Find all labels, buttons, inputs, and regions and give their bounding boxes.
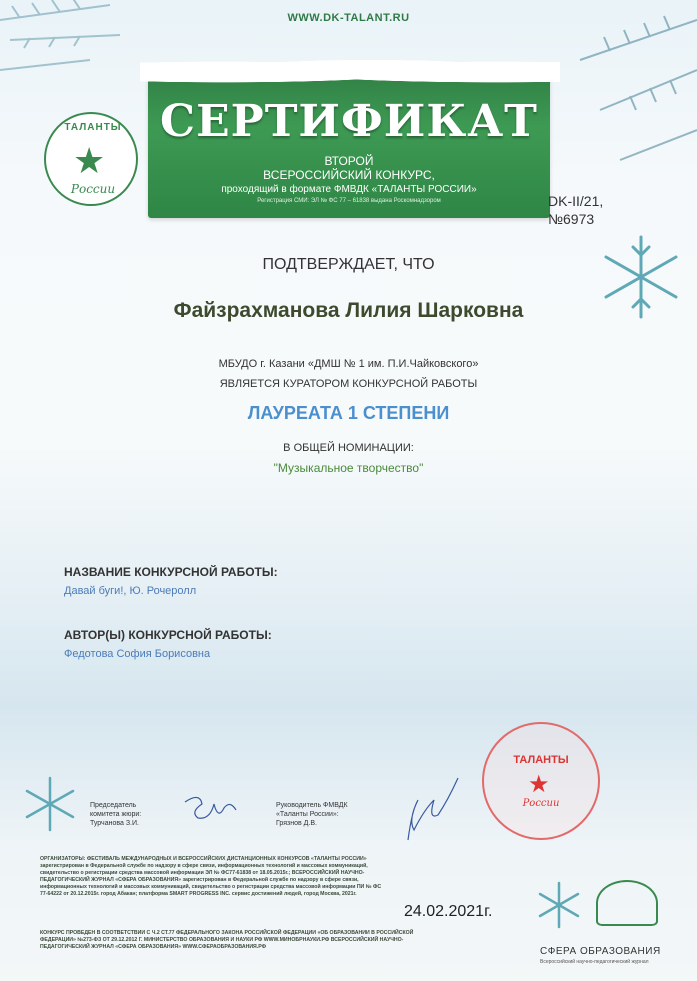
snowflake-icon [20,774,80,834]
certificate-number-line-2: №6973 [548,211,595,227]
head-signature [388,770,468,850]
head-signature-block [276,801,348,828]
stamp-top-text: ТАЛАНТЫ [513,754,569,766]
star-icon: ★ [73,140,106,181]
site-url: WWW.DK-TALANT.RU [287,12,410,24]
banner-registration: Регистрация СМИ: ЭЛ № ФС 77 – 61838 выдана Роскомнадзором [257,198,441,204]
nomination-value: "Музыкальное творчество" [273,461,424,475]
organizers-text: ОРГАНИЗАТОРЫ: ФЕСТИВАЛЬ МЕЖДУНАРОДНЫХ И ВСЕРОССИЙСКИХ ДИСТАНЦИОННЫХ КОНКУРСОВ «ТАЛАНТЫ РОССИИ» зарегистрирован в Федеральной службе по надзору в сфере связи, информационных технологий и массовых коммуникаций, свидетельство о регистрации средства массовой информации ЭЛ № ФС77-61838 от 18.05.2015г.; ВСЕРОССИЙСКИЙ НАУЧНО-ПЕДАГОГИЧЕСКИЙ ЖУРНАЛ «СФЕРА ОБРАЗОВАНИЯ» зарегистрирован в Федеральной службе по надзору в сфере связи, информационных технологий и массовых коммуникаций, свидетельство о регистрации средства массовой информации ПИ № ФС 77-64222 от 20.12.2015г. город Абакан; платформа SMART PROGRESS INC. сервис достижений людей, город Москва, 2021г. [40,856,382,897]
recipient-name: Файзрахманова Лилия Шарковна [173,299,524,322]
jury-chair-line-2: комитета жюри: [90,811,142,818]
certificate-number-line-1: DK-II/21, [548,193,604,209]
jury-chair-signature-block [90,801,141,828]
certificate-title: СЕРТИФИКАТ [160,96,538,147]
head-line-2: «Таланты России»: [276,811,339,818]
confirms-text: ПОДТВЕРЖДАЕТ, ЧТО [262,256,435,273]
logo-top-text: ТАЛАНТЫ [64,122,122,133]
banner-line-1: ВТОРОЙ [324,154,374,168]
talanty-rossii-logo [44,112,138,206]
work-title-label: НАЗВАНИЕ КОНКУРСНОЙ РАБОТЫ: [64,565,278,579]
banner-line-3: проходящий в формате ФМВДК «ТАЛАНТЫ РОССИИ» [221,184,477,195]
banner-snow-decoration [140,54,560,84]
work-author-label: АВТОР(Ы) КОНКУРСНОЙ РАБОТЫ: [64,628,272,642]
jury-chair-name: Турчанова З.И. [90,820,139,827]
work-title-value: Давай буги!, Ю. Рочеролл [64,585,197,597]
jury-chair-line-1: Председатель [90,802,137,809]
award-level: ЛАУРЕАТА 1 СТЕПЕНИ [247,403,450,423]
sfera-name: СФЕРА ОБРАЗОВАНИЯ [540,946,661,957]
nomination-label: В ОБЩЕЙ НОМИНАЦИИ: [283,442,414,454]
sfera-subtitle: Всероссийский научно-педагогический журнал [540,959,649,965]
head-line-1: Руководитель ФМВДК [276,802,348,809]
star-icon: ★ [528,771,550,798]
jury-chair-signature [180,790,240,830]
official-stamp [482,722,600,840]
fir-branch-top-right [560,0,697,200]
legal-text: КОНКУРС ПРОВЕДЕН В СООТВЕТСТВИИ С Ч.2 СТ.77 ФЕДЕРАЛЬНОГО ЗАКОНА РОССИЙСКОЙ ФЕДЕРАЦИИ «ОБ ОБРАЗОВАНИИ В РОССИЙСКОЙ ФЕДЕРАЦИИ» №273-ФЗ ОТ 29.12.2012 Г. МИНИСТЕРСТВО ОБРАЗОВАНИЯ И НАУКИ РФ WWW.МИНОБРНАУКИ.РФ ВСЕРОССИЙСКИЙ НАУЧНО-ПЕДАГОГИЧЕСКИЙ ЖУРНАЛ «СФЕРА ОБРАЗОВАНИЯ» WWW.СФЕРАОБРАЗОВАНИЯ.РФ [40,930,414,950]
banner-line-2: ВСЕРОССИЙСКИЙ КОНКУРС, [263,168,435,182]
work-author-value: Федотова София Борисовна [64,648,211,660]
stamp-bottom-text: России [522,798,560,809]
role-text: ЯВЛЯЕТСЯ КУРАТОРОМ КОНКУРСНОЙ РАБОТЫ [219,378,478,390]
issue-date: 24.02.2021г. [404,903,493,920]
organization: МБУДО г. Казани «ДМШ № 1 им. П.И.Чайковского» [218,358,479,370]
sfera-logo-icon [596,880,658,926]
certificate-number [548,192,603,228]
snowflake-icon [534,880,584,930]
logo-bottom-text: России [70,182,116,196]
head-name: Грязнов Д.В. [276,820,317,827]
